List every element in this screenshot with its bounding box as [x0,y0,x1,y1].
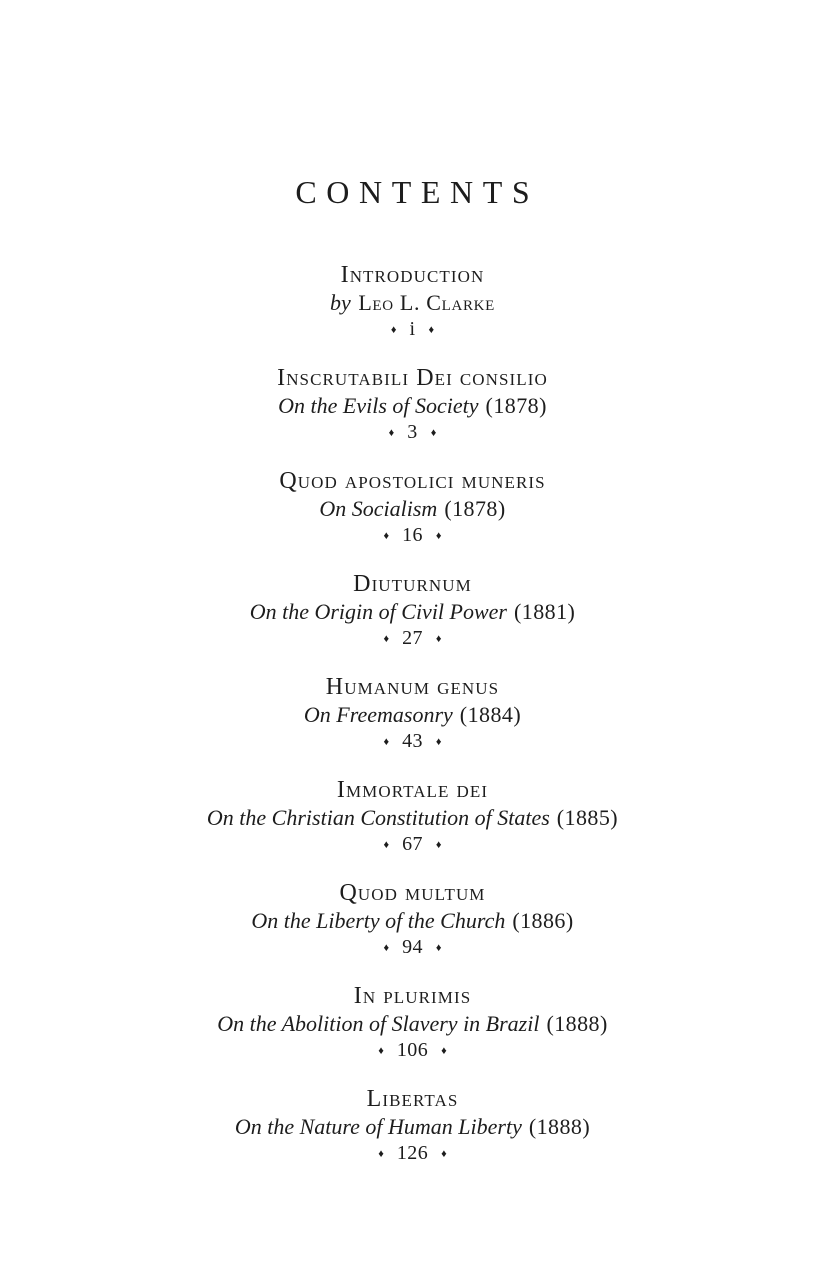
diamond-icon: ♦ [388,427,395,439]
diamond-icon: ♦ [435,633,442,645]
subtitle-text: On the Christian Constitution of States [206,805,550,830]
toc-entry [0,777,825,858]
page-number: 94 [402,936,423,958]
entry-title: Immortale dei [336,777,489,803]
subtitle-text: On Socialism [319,496,438,521]
entry-year: (1885) [556,805,619,830]
entry-subtitle [0,495,825,522]
subtitle-text: On the Abolition of Slavery in Brazil [217,1011,540,1036]
diamond-icon: ♦ [441,1148,447,1160]
entry-year: (1888) [546,1011,608,1036]
entry-year: (1878) [444,496,506,521]
toc-entry [0,674,825,755]
diamond-icon: ♦ [378,1045,384,1057]
entry-page-line [0,831,825,858]
toc-entry [0,365,825,446]
page-number: i [409,318,416,340]
entry-title: Introduction [340,262,485,288]
diamond-icon: ♦ [435,839,442,851]
entry-page-line [0,1140,825,1167]
diamond-icon: ♦ [390,324,397,336]
entry-page-line [0,419,825,446]
diamond-icon: ♦ [441,1045,447,1057]
page-number: 16 [402,524,423,546]
byline-prefix: by [330,290,351,315]
toc-entry [0,1086,825,1167]
diamond-icon: ♦ [435,942,442,954]
subtitle-text: On Freemasonry [303,702,453,727]
toc-entry [0,983,825,1064]
toc-entry [0,468,825,549]
entry-title: Diuturnum [353,571,472,597]
entry-page-line [0,316,825,343]
toc-entry [0,880,825,961]
subtitle-text: On the Liberty of the Church [251,908,506,933]
entry-subtitle [0,701,825,728]
page-number: 67 [402,833,423,855]
diamond-icon: ♦ [383,633,390,645]
entry-title: Inscrutabili Dei consilio [277,365,548,391]
entry-year: (1878) [485,393,547,418]
toc-entry [0,571,825,652]
diamond-icon: ♦ [383,839,390,851]
entry-title: Libertas [366,1086,459,1112]
diamond-icon: ♦ [378,1148,384,1160]
diamond-icon: ♦ [430,427,437,439]
diamond-icon: ♦ [435,736,442,748]
entry-page-line [0,1037,825,1064]
page-number: 27 [402,627,423,649]
diamond-icon: ♦ [383,942,390,954]
page-number: 106 [396,1039,429,1061]
page-title: CONTENTS [295,174,540,210]
entry-subtitle [0,598,825,625]
entry-year: (1886) [512,908,574,933]
toc-entry-introduction [0,262,825,343]
byline-author: Leo L. Clarke [358,290,495,315]
entry-subtitle [0,1010,825,1037]
entry-page-line [0,728,825,755]
page-number: 126 [396,1142,429,1164]
entry-year: (1884) [459,702,522,727]
entry-subtitle [0,392,825,419]
entry-title: Quod apostolici muneris [279,468,546,494]
entry-subtitle [0,1113,825,1140]
subtitle-text: On the Evils of Society [278,393,479,418]
entry-page-line [0,934,825,961]
diamond-icon: ♦ [383,530,390,542]
subtitle-text: On the Origin of Civil Power [249,599,507,624]
entry-title: In plurimis [353,983,472,1009]
page-number: 43 [402,730,423,752]
page-number: 3 [407,421,418,443]
diamond-icon: ♦ [428,324,435,336]
entry-byline [0,289,825,316]
diamond-icon: ♦ [383,736,390,748]
subtitle-text: On the Nature of Human Liberty [234,1114,522,1139]
entry-year: (1881) [513,599,576,624]
entry-year: (1888) [528,1114,591,1139]
entry-subtitle [0,804,825,831]
entry-title: Humanum genus [325,674,500,700]
entry-page-line [0,625,825,652]
entry-page-line [0,522,825,549]
diamond-icon: ♦ [435,530,442,542]
entry-title: Quod multum [339,880,486,906]
entry-subtitle [0,907,825,934]
